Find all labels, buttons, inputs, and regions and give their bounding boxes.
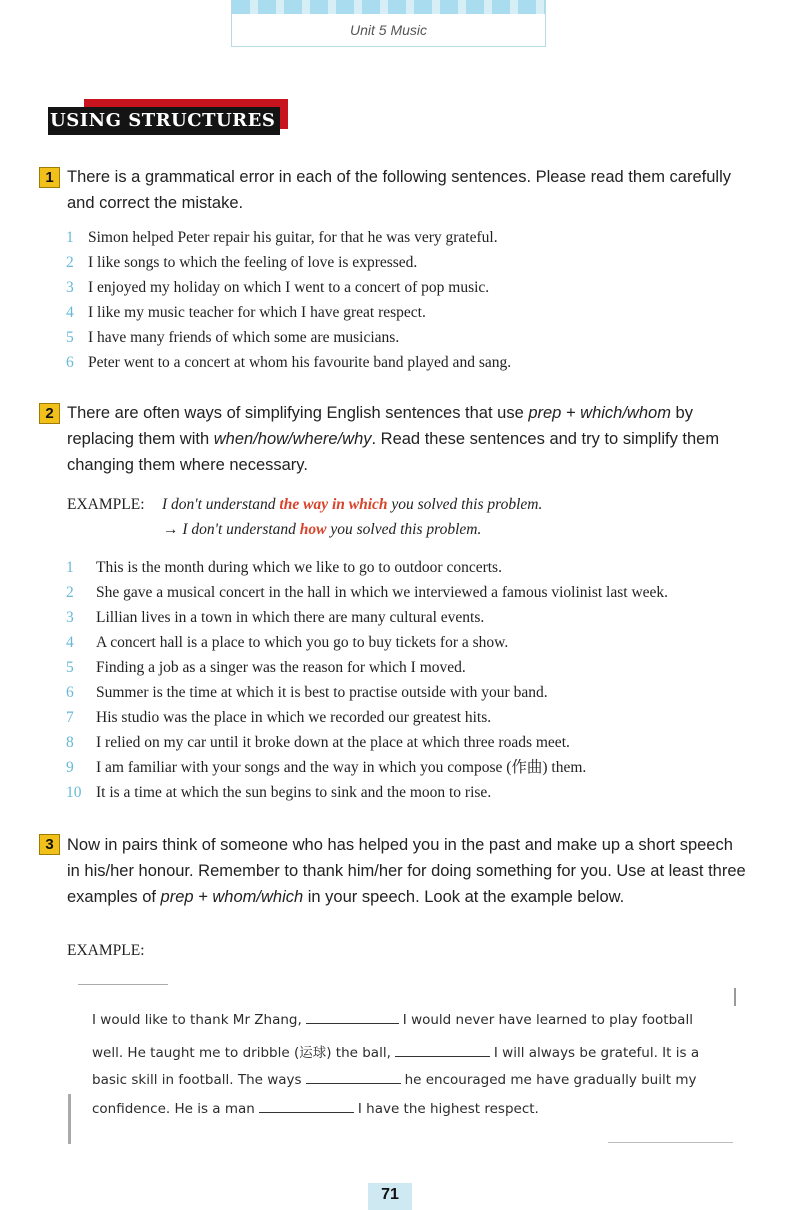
- divider: [68, 1094, 71, 1144]
- speech-line: well. He taught me to dribble (运球) the ball, I will always be grateful. It is a: [92, 1045, 700, 1061]
- section-title: USING STRUCTURES: [50, 110, 276, 131]
- answer-blank[interactable]: [306, 1071, 401, 1084]
- unit-title: Unit 5 Music: [349, 22, 428, 38]
- list-item: 2 She gave a musical concert in the hall in which we interviewed a famous violinist last week.: [66, 584, 669, 601]
- list-item: 5 I have many friends of which some are musicians.: [66, 329, 400, 346]
- exercise-2-example-label: EXAMPLE:: [67, 496, 145, 513]
- exercise-1-number: 1: [39, 167, 60, 188]
- list-item: 2 I like songs to which the feeling of love is expressed.: [66, 254, 418, 271]
- example-answer: → I don't understand how you solved this problem.: [163, 521, 482, 538]
- divider: [734, 988, 736, 1006]
- list-item: 3 I enjoyed my holiday on which I went to a concert of pop music.: [66, 279, 490, 296]
- list-item: 1 This is the month during which we like to go to outdoor concerts.: [66, 559, 502, 576]
- list-item: 1 Simon helped Peter repair his guitar, for that he was very grateful.: [66, 229, 498, 246]
- exercise-2-number: 2: [39, 403, 60, 424]
- divider: [78, 984, 168, 985]
- list-item: 10 It is a time at which the sun begins to sink and the moon to rise.: [66, 784, 492, 801]
- exercise-1-list: [66, 225, 511, 375]
- speech-line: I would like to thank Mr Zhang, I would never have learned to play football: [92, 1012, 693, 1028]
- answer-blank[interactable]: [259, 1100, 354, 1113]
- speech-example-box: [68, 982, 743, 1147]
- exercise-3-example-label: EXAMPLE:: [67, 942, 145, 959]
- list-item: 6 Peter went to a concert at whom his favourite band played and sang.: [66, 354, 512, 371]
- answer-blank[interactable]: [395, 1044, 490, 1057]
- header-decorative-strip: [232, 0, 545, 14]
- answer-blank[interactable]: [306, 1011, 399, 1024]
- list-item: 4 A concert hall is a place to which you go to buy tickets for a show.: [66, 634, 509, 651]
- list-item: 3 Lillian lives in a town in which there are many cultural events.: [66, 609, 485, 626]
- list-item: 9 I am familiar with your songs and the way in which you compose (作曲) them.: [66, 759, 587, 776]
- section-banner: [48, 99, 288, 135]
- list-item: 5 Finding a job as a singer was the reason for which I moved.: [66, 659, 466, 676]
- list-item: 4 I like my music teacher for which I have great respect.: [66, 304, 426, 321]
- example-sentence: I don't understand the way in which you solved this problem.: [162, 496, 543, 513]
- exercise-2-list: [66, 555, 668, 805]
- list-item: 8 I relied on my car until it broke down at the place at which three roads meet.: [66, 734, 570, 751]
- page-number: 71: [368, 1183, 412, 1210]
- list-item: 7 His studio was the place in which we recorded our greatest hits.: [66, 709, 492, 726]
- unit-header: [231, 0, 546, 47]
- speech-line: basic skill in football. The ways he encouraged me have gradually built my: [92, 1072, 697, 1088]
- list-item: 6 Summer is the time at which it is best to practise outside with your band.: [66, 684, 548, 701]
- exercise-3-number: 3: [39, 834, 60, 855]
- exercise-3-instruction: Now in pairs think of someone who has helped you in the past and make up a short speech in his/her honour. Remember to thank him/her for doing something for you. Use at least three examples of prep + whom/which in your speech. Look at the example below.: [67, 836, 746, 906]
- exercise-1-instruction: There is a grammatical error in each of the following sentences. Please read them carefully and correct the mistake.: [67, 168, 731, 212]
- exercise-2-instruction: There are often ways of simplifying English sentences that use prep + which/whom by replacing them with when/how/where/why. Read these sentences and try to simplify them changing them where necessary.: [67, 404, 720, 474]
- divider: [608, 1142, 733, 1143]
- speech-line: confidence. He is a man I have the highest respect.: [92, 1101, 539, 1117]
